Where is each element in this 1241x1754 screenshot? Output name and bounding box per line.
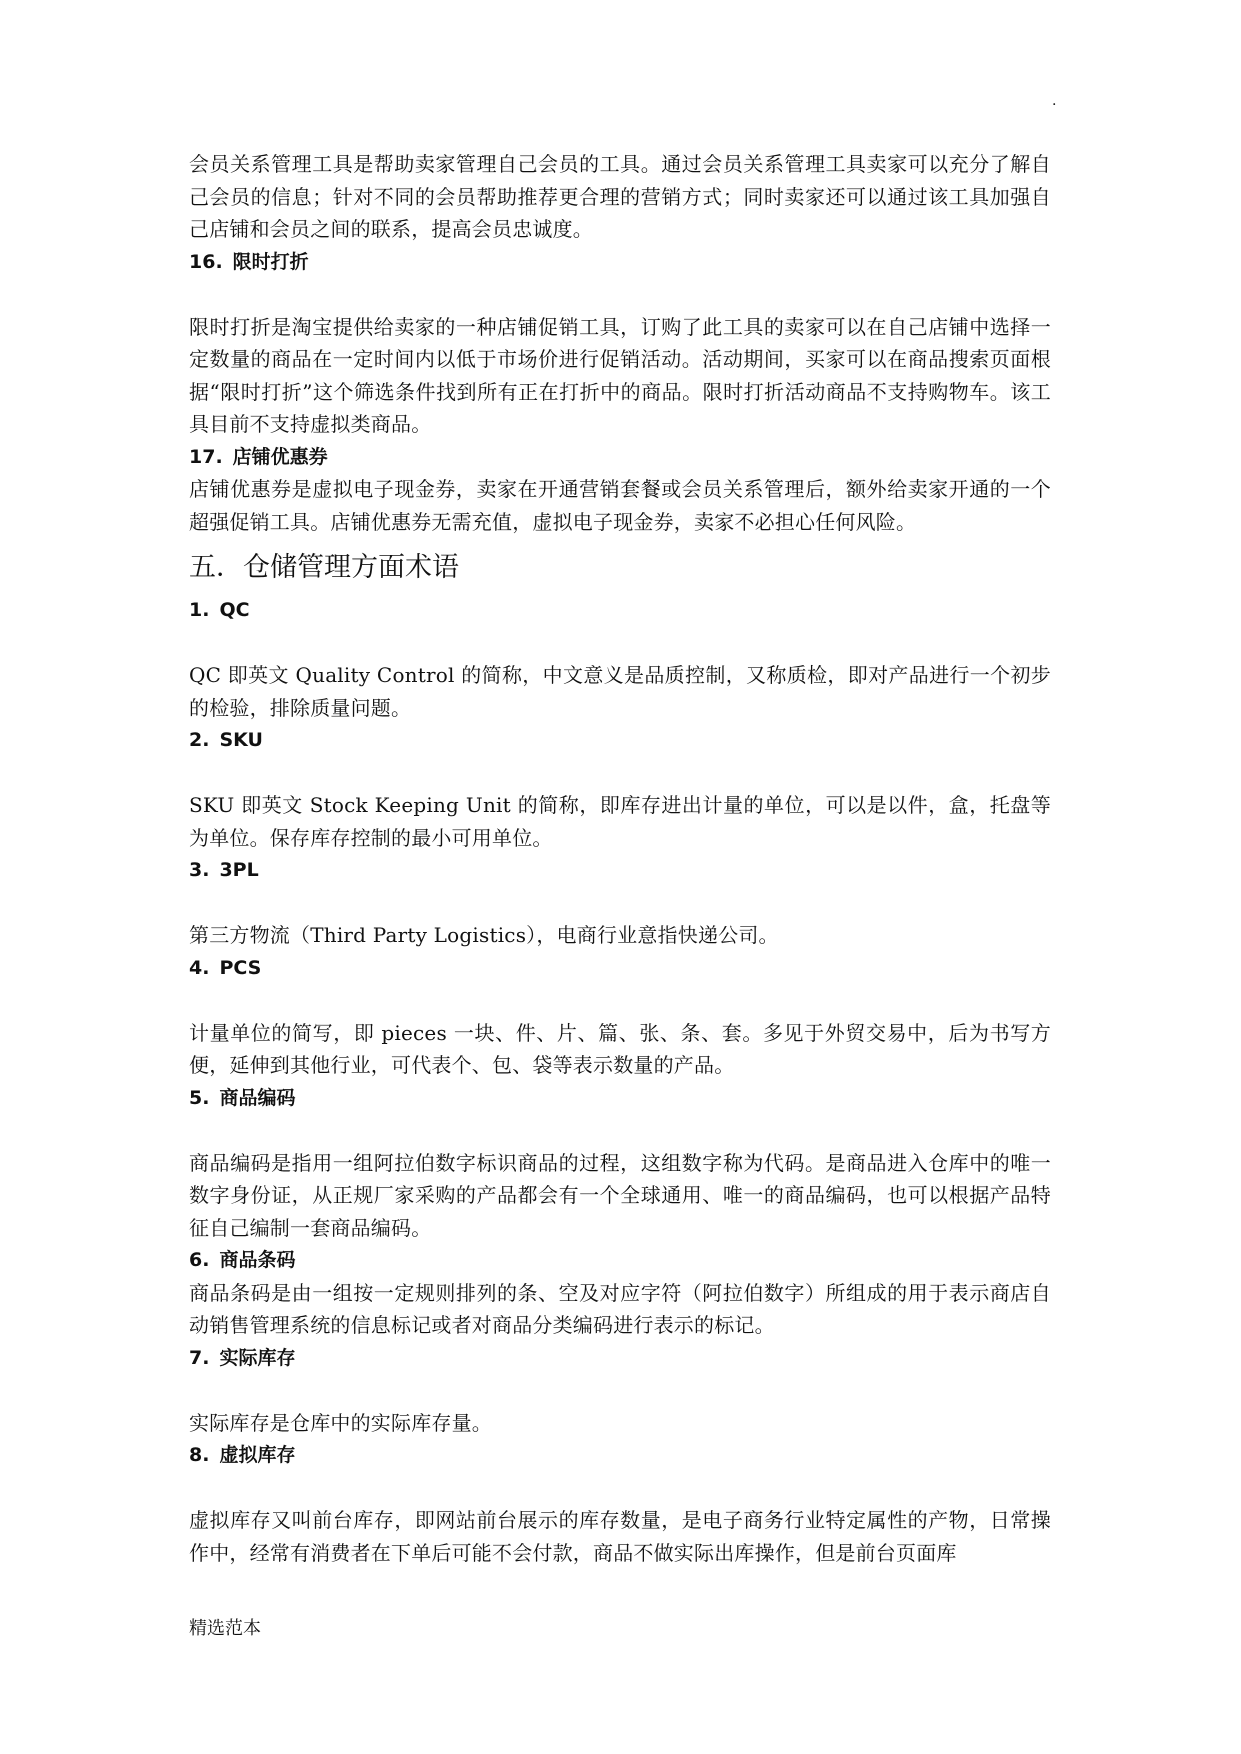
heading-number: 1. xyxy=(189,599,210,621)
heading-title: PCS xyxy=(219,956,262,979)
heading-number: 8. xyxy=(189,1444,210,1466)
spacer xyxy=(189,984,1051,1017)
heading-pcs xyxy=(189,952,1051,985)
spacer xyxy=(189,278,1051,311)
heading-product-code xyxy=(189,1082,1051,1115)
heading-number: 7. xyxy=(189,1346,210,1369)
heading-title: QC xyxy=(219,599,250,621)
heading-number: 5. xyxy=(189,1086,210,1109)
spacer xyxy=(189,1472,1051,1505)
heading-title: 3PL xyxy=(219,859,259,881)
heading-17 xyxy=(189,441,1051,474)
spacer xyxy=(189,757,1051,790)
paragraph-3pl: 第三方物流（Third Party Logistics），电商行业意指快递公司。 xyxy=(189,923,779,947)
heading-sku xyxy=(189,724,1051,757)
paragraph-virtual-stock: 虚拟库存又叫前台库存，即网站前台展示的库存数量，是电子商务行业特定属性的产物，日常操作中，经常有消费者在下单后可能不会付款，商品不做实际出库操作，但是前台页面库 xyxy=(189,1508,1051,1565)
member-tool-paragraph: 会员关系管理工具是帮助卖家管理自己会员的工具。通过会员关系管理工具卖家可以充分了解自己会员的信息；针对不同的会员帮助推荐更合理的营销方式；同时卖家还可以通过该工具加强自己店铺和会员之间的联系，提高会员忠诚度。 xyxy=(189,152,1051,241)
paragraph-actual-stock: 实际库存是仓库中的实际库存量。 xyxy=(189,1410,492,1435)
heading-3pl xyxy=(189,854,1051,887)
heading-title: 店铺优惠券 xyxy=(232,445,328,468)
heading-title: 限时打折 xyxy=(232,250,309,273)
heading-barcode xyxy=(189,1244,1051,1277)
paragraph-pcs: 计量单位的简写，即 pieces 一块、件、片、篇、张、条、套。多见于外贸交易中，后为书写方便，延伸到其他行业，可代表个、包、袋等表示数量的产品。 xyxy=(189,1020,1052,1077)
heading-number: 4. xyxy=(189,956,210,979)
document-body xyxy=(189,148,1051,1569)
heading-title: 商品条码 xyxy=(219,1249,296,1271)
paragraph-barcode: 商品条码是由一组按一定规则排列的条、空及对应字符（阿拉伯数字）所组成的用于表示商店自动销售管理系统的信息标记或者对商品分类编码进行表示的标记。 xyxy=(189,1280,1051,1337)
heading-actual-stock xyxy=(189,1342,1051,1375)
heading-number: 2. xyxy=(189,729,210,751)
section-5-title: 五．仓储管理方面术语 xyxy=(189,552,459,583)
heading-16 xyxy=(189,246,1051,279)
heading-title: 实际库存 xyxy=(219,1346,296,1369)
heading-title: SKU xyxy=(219,729,263,751)
heading-number: 16. xyxy=(189,250,223,273)
heading-number: 6. xyxy=(189,1249,210,1271)
paragraph-17: 店铺优惠券是虚拟电子现金券，卖家在开通营销套餐或会员关系管理后，额外给卖家开通的一个超强促销工具。店铺优惠券无需充值，虚拟电子现金券，卖家不必担心任何风险。 xyxy=(189,477,1051,534)
paragraph-16: 限时打折是淘宝提供给卖家的一种店铺促销工具，订购了此工具的卖家可以在自己店铺中选择一定数量的商品在一定时间内以低于市场价进行促销活动。活动期间，买家可以在商品搜索页面根据“限时打折”这个筛选条件找到所有正在打折中的商品。限时打折活动商品不支持购物车。该工具目前不支持虚拟类商品。 xyxy=(189,314,1051,436)
heading-qc xyxy=(189,594,1051,627)
heading-virtual-stock xyxy=(189,1439,1051,1472)
spacer xyxy=(189,1374,1051,1407)
spacer xyxy=(189,1114,1051,1147)
paragraph-product-code: 商品编码是指用一组阿拉伯数字标识商品的过程，这组数字称为代码。是商品进入仓库中的唯一数字身份证，从正规厂家采购的产品都会有一个全球通用、唯一的商品编码，也可以根据产品特征自己编制一套商品编码。 xyxy=(189,1150,1051,1240)
paragraph-qc: QC 即英文 Quality Control 的简称，中文意义是品质控制，又称质检，即对产品进行一个初步的检验，排除质量问题。 xyxy=(189,663,1051,720)
spacer xyxy=(189,887,1051,920)
heading-title: 虚拟库存 xyxy=(219,1444,296,1466)
paragraph-sku: SKU 即英文 Stock Keeping Unit 的简称，即库存进出计量的单位，可以是以件，盒，托盘等为单位。保存库存控制的最小可用单位。 xyxy=(189,793,1051,850)
spacer xyxy=(189,627,1051,660)
heading-number: 17. xyxy=(189,445,223,468)
heading-number: 3. xyxy=(189,859,210,881)
page-footer: 精选范本 xyxy=(189,1618,261,1639)
heading-title: 商品编码 xyxy=(219,1086,296,1109)
corner-mark: . xyxy=(1052,93,1057,109)
